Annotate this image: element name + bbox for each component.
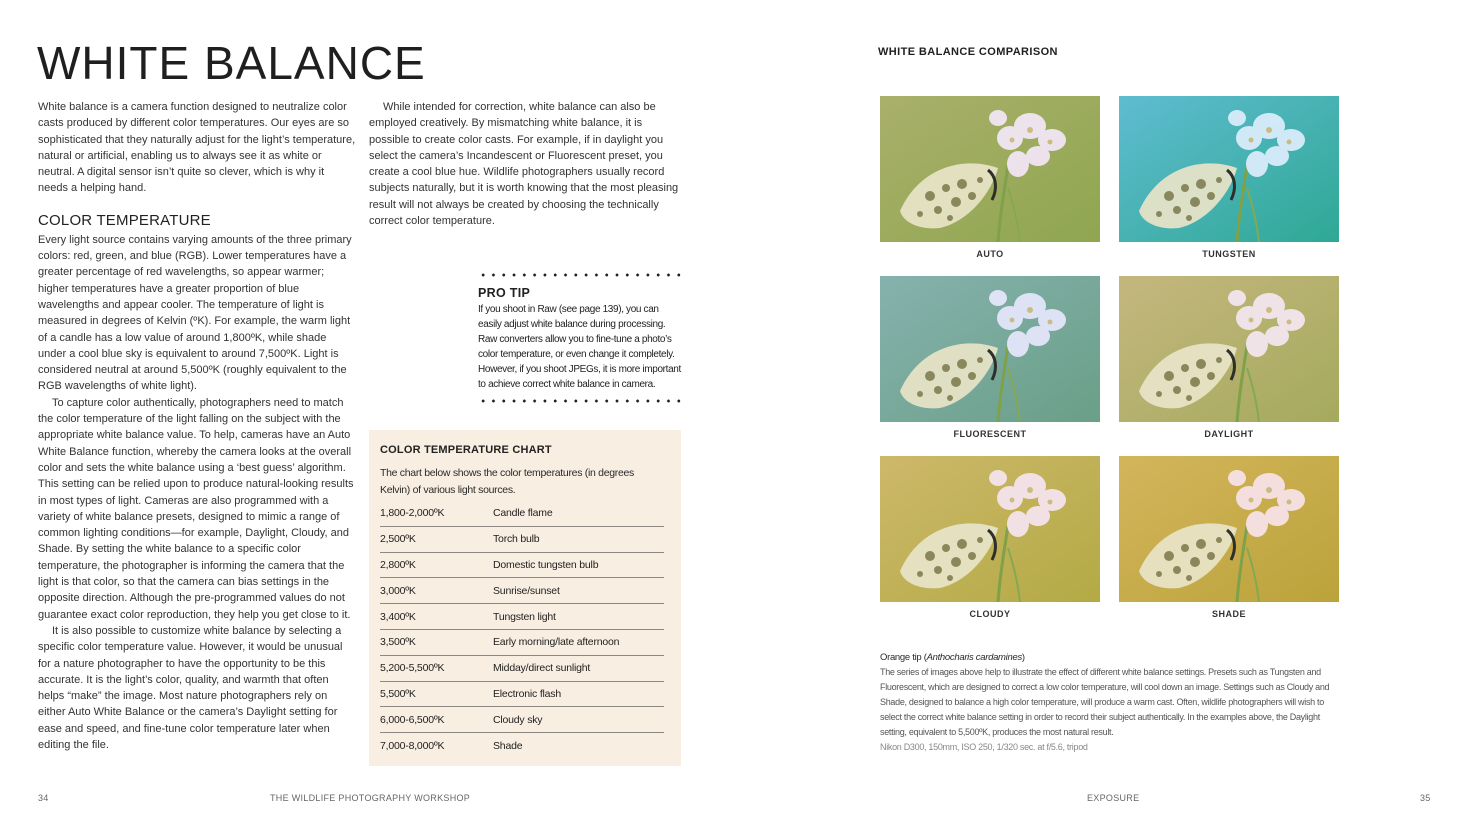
temperature-cell: 2,500ºK [380, 533, 416, 546]
table-row [380, 501, 664, 527]
page-number-left: 34 [38, 793, 49, 803]
table-row [380, 682, 664, 708]
temperature-cell: 3,000ºK [380, 584, 416, 597]
source-cell: Shade [493, 739, 523, 752]
temperature-cell: 3,500ºK [380, 636, 416, 649]
photo-label: DAYLIGHT [1204, 429, 1254, 439]
caption-text: The series of images above help to illustrate the effect of different white balance settings. Presets such as Tungsten and Fluorescent, which are designed to correct a low color temperature, will cool down an image. Settings such as Cloudy and Shade, designed to balance a high color temperature, will produce a warm cast. Often, wildlife photographers will wish to select the correct white balance setting in order to record their subject authentically. In the examples above, the Daylight setting, equivalent to 5,500ºK, produces the most natural result. [880, 667, 1330, 737]
species-name: Anthocharis cardamines [926, 652, 1022, 663]
pro-tip-heading: PRO TIP [478, 286, 531, 300]
photo-label: TUNGSTEN [1202, 249, 1256, 259]
wb-photo-shade [1119, 456, 1339, 602]
table-row [380, 553, 664, 579]
color-temperature-chart [369, 430, 681, 766]
comparison-title: WHITE BALANCE COMPARISON [878, 46, 1058, 58]
table-row [380, 707, 664, 733]
source-cell: Domestic tungsten bulb [493, 558, 599, 571]
source-cell: Cloudy sky [493, 713, 543, 726]
wb-photo-cloudy [880, 456, 1100, 602]
body-paragraph: It is also possible to customize white balance by selecting a specific color temperature value. However, it would be unusual for a nature photographer to have the opportunity to be this accurate. It is the light’s color, quality, and warmth that often helps “make” the image. Most nature photographers rely on either Auto White Balance or the camera’s Daylight setting for ease and speed, and fine-tune color temperature later when editing the file. [38, 624, 343, 751]
temperature-cell: 3,400ºK [380, 610, 416, 623]
source-cell: Midday/direct sunlight [493, 662, 591, 675]
section-heading: COLOR TEMPERATURE [38, 211, 211, 229]
temperature-cell: 5,200-5,500ºK [380, 662, 445, 675]
photo-caption [880, 650, 1342, 755]
wb-photo-daylight [1119, 276, 1339, 422]
table-row [380, 656, 664, 682]
table-row [380, 578, 664, 604]
temperature-cell: 5,500ºK [380, 687, 416, 700]
temperature-cell: 1,800-2,000ºK [380, 507, 445, 520]
photo-label: CLOUDY [969, 609, 1011, 619]
source-cell: Early morning/late afternoon [493, 636, 620, 649]
pro-tip-text: If you shoot in Raw (see page 139), you can easily adjust white balance during processing. Raw converters allow you to fine-tune a photo’s color temperature, or even change it completely. However, if you shoot JPEGs, it is more important to achieve correct white balance in camera. [478, 304, 681, 390]
page-title: WHITE BALANCE [37, 37, 426, 89]
body-paragraph: While intended for correction, white balance can also be employed creatively. By mismatching white balance, it is possible to create color casts. For example, if in daylight you select the camera’s Incandescent or Fluorescent preset, you create a cool blue hue. Wildlife photographers usually record subjects naturally, but it is worth knowing that the most pleasing result will not always be created by choosing the technically correct color temperature. [369, 101, 679, 228]
temperature-cell: 6,000-6,500ºK [380, 713, 445, 726]
table-row [380, 527, 664, 553]
chart-table [380, 501, 664, 758]
section-footer: EXPOSURE [1087, 793, 1140, 803]
wb-photo-tungsten [1119, 96, 1339, 242]
page-number-right: 35 [1420, 793, 1431, 803]
chart-description: The chart below shows the color temperatures (in degrees Kelvin) of various light sources. [380, 467, 635, 496]
column-1 [38, 99, 356, 753]
source-cell: Candle flame [493, 507, 553, 520]
body-paragraph: To capture color authentically, photographers need to match the color temperature of the light falling on the subject with the appropriate white balance value. To help, cameras have an Auto White Balance function, whereby the camera looks at the overall color and sets the white balance using a ‘best guess’ algorithm. This setting can be relied upon to produce natural-looking results in most types of light. Cameras are also programmed with a variety of white balance presets, designed to mimic a range of common lighting conditions—for example, Daylight, Cloudy, and Shade. By setting the white balance to a specific color temperature, the photographer is informing the camera that the light is that color, so that the camera can bias settings in the opposite direction. Although the pre-programmed values do not guarantee exact color reproduction, they help you get close to it. [38, 396, 354, 621]
pro-tip-box [478, 272, 684, 404]
dotted-divider [478, 398, 684, 404]
camera-settings: Nikon D300, 150mm, ISO 250, 1/320 sec. at f/5.6, tripod [880, 742, 1088, 752]
source-cell: Torch bulb [493, 533, 540, 546]
wb-photo-auto [880, 96, 1100, 242]
body-paragraph: Every light source contains varying amounts of the three primary colors: red, green, and blue (RGB). Lower temperatures have a greater percentage of red wavelengths, so appear warmer; higher temperatures have a greater proportion of blue wavelengths and appear cooler. The temperature of light is measured in degrees of Kelvin (ºK). For example, the warm light of a candle has a low value of around 1,800ºK, while shade under a cool blue sky is equivalent to around 7,500ºK. Light is considered neutral at around 5,500ºK (roughly equivalent to the RGB wavelengths of white light). [38, 233, 352, 393]
wb-photo-fluorescent [880, 276, 1100, 422]
photo-label: FLUORESCENT [953, 429, 1027, 439]
temperature-cell: 7,000-8,000ºK [380, 739, 445, 752]
dotted-divider [478, 272, 684, 278]
intro-paragraph: White balance is a camera function designed to neutralize color casts produced by different color temperatures. Our eyes are so sophisticated that they naturally adjust for the light’s temperature, natural or artificial, enabling us to always see it as white or neutral. A digital sensor isn’t quite so clever, which is why it needs a helping hand. [38, 101, 356, 195]
column-2 [369, 99, 679, 229]
source-cell: Tungsten light [493, 610, 556, 623]
temperature-cell: 2,800ºK [380, 558, 416, 571]
book-title-footer: THE WILDLIFE PHOTOGRAPHY WORKSHOP [270, 793, 471, 803]
chart-heading: COLOR TEMPERATURE CHART [380, 444, 552, 456]
photo-label: AUTO [976, 249, 1004, 259]
table-row [380, 630, 664, 656]
photo-label: SHADE [1211, 609, 1246, 619]
source-cell: Sunrise/sunset [493, 584, 560, 597]
caption-title: Orange tip (Anthocharis cardamines) [880, 652, 1025, 663]
table-row [380, 733, 664, 758]
source-cell: Electronic flash [493, 687, 561, 700]
table-row [380, 604, 664, 630]
